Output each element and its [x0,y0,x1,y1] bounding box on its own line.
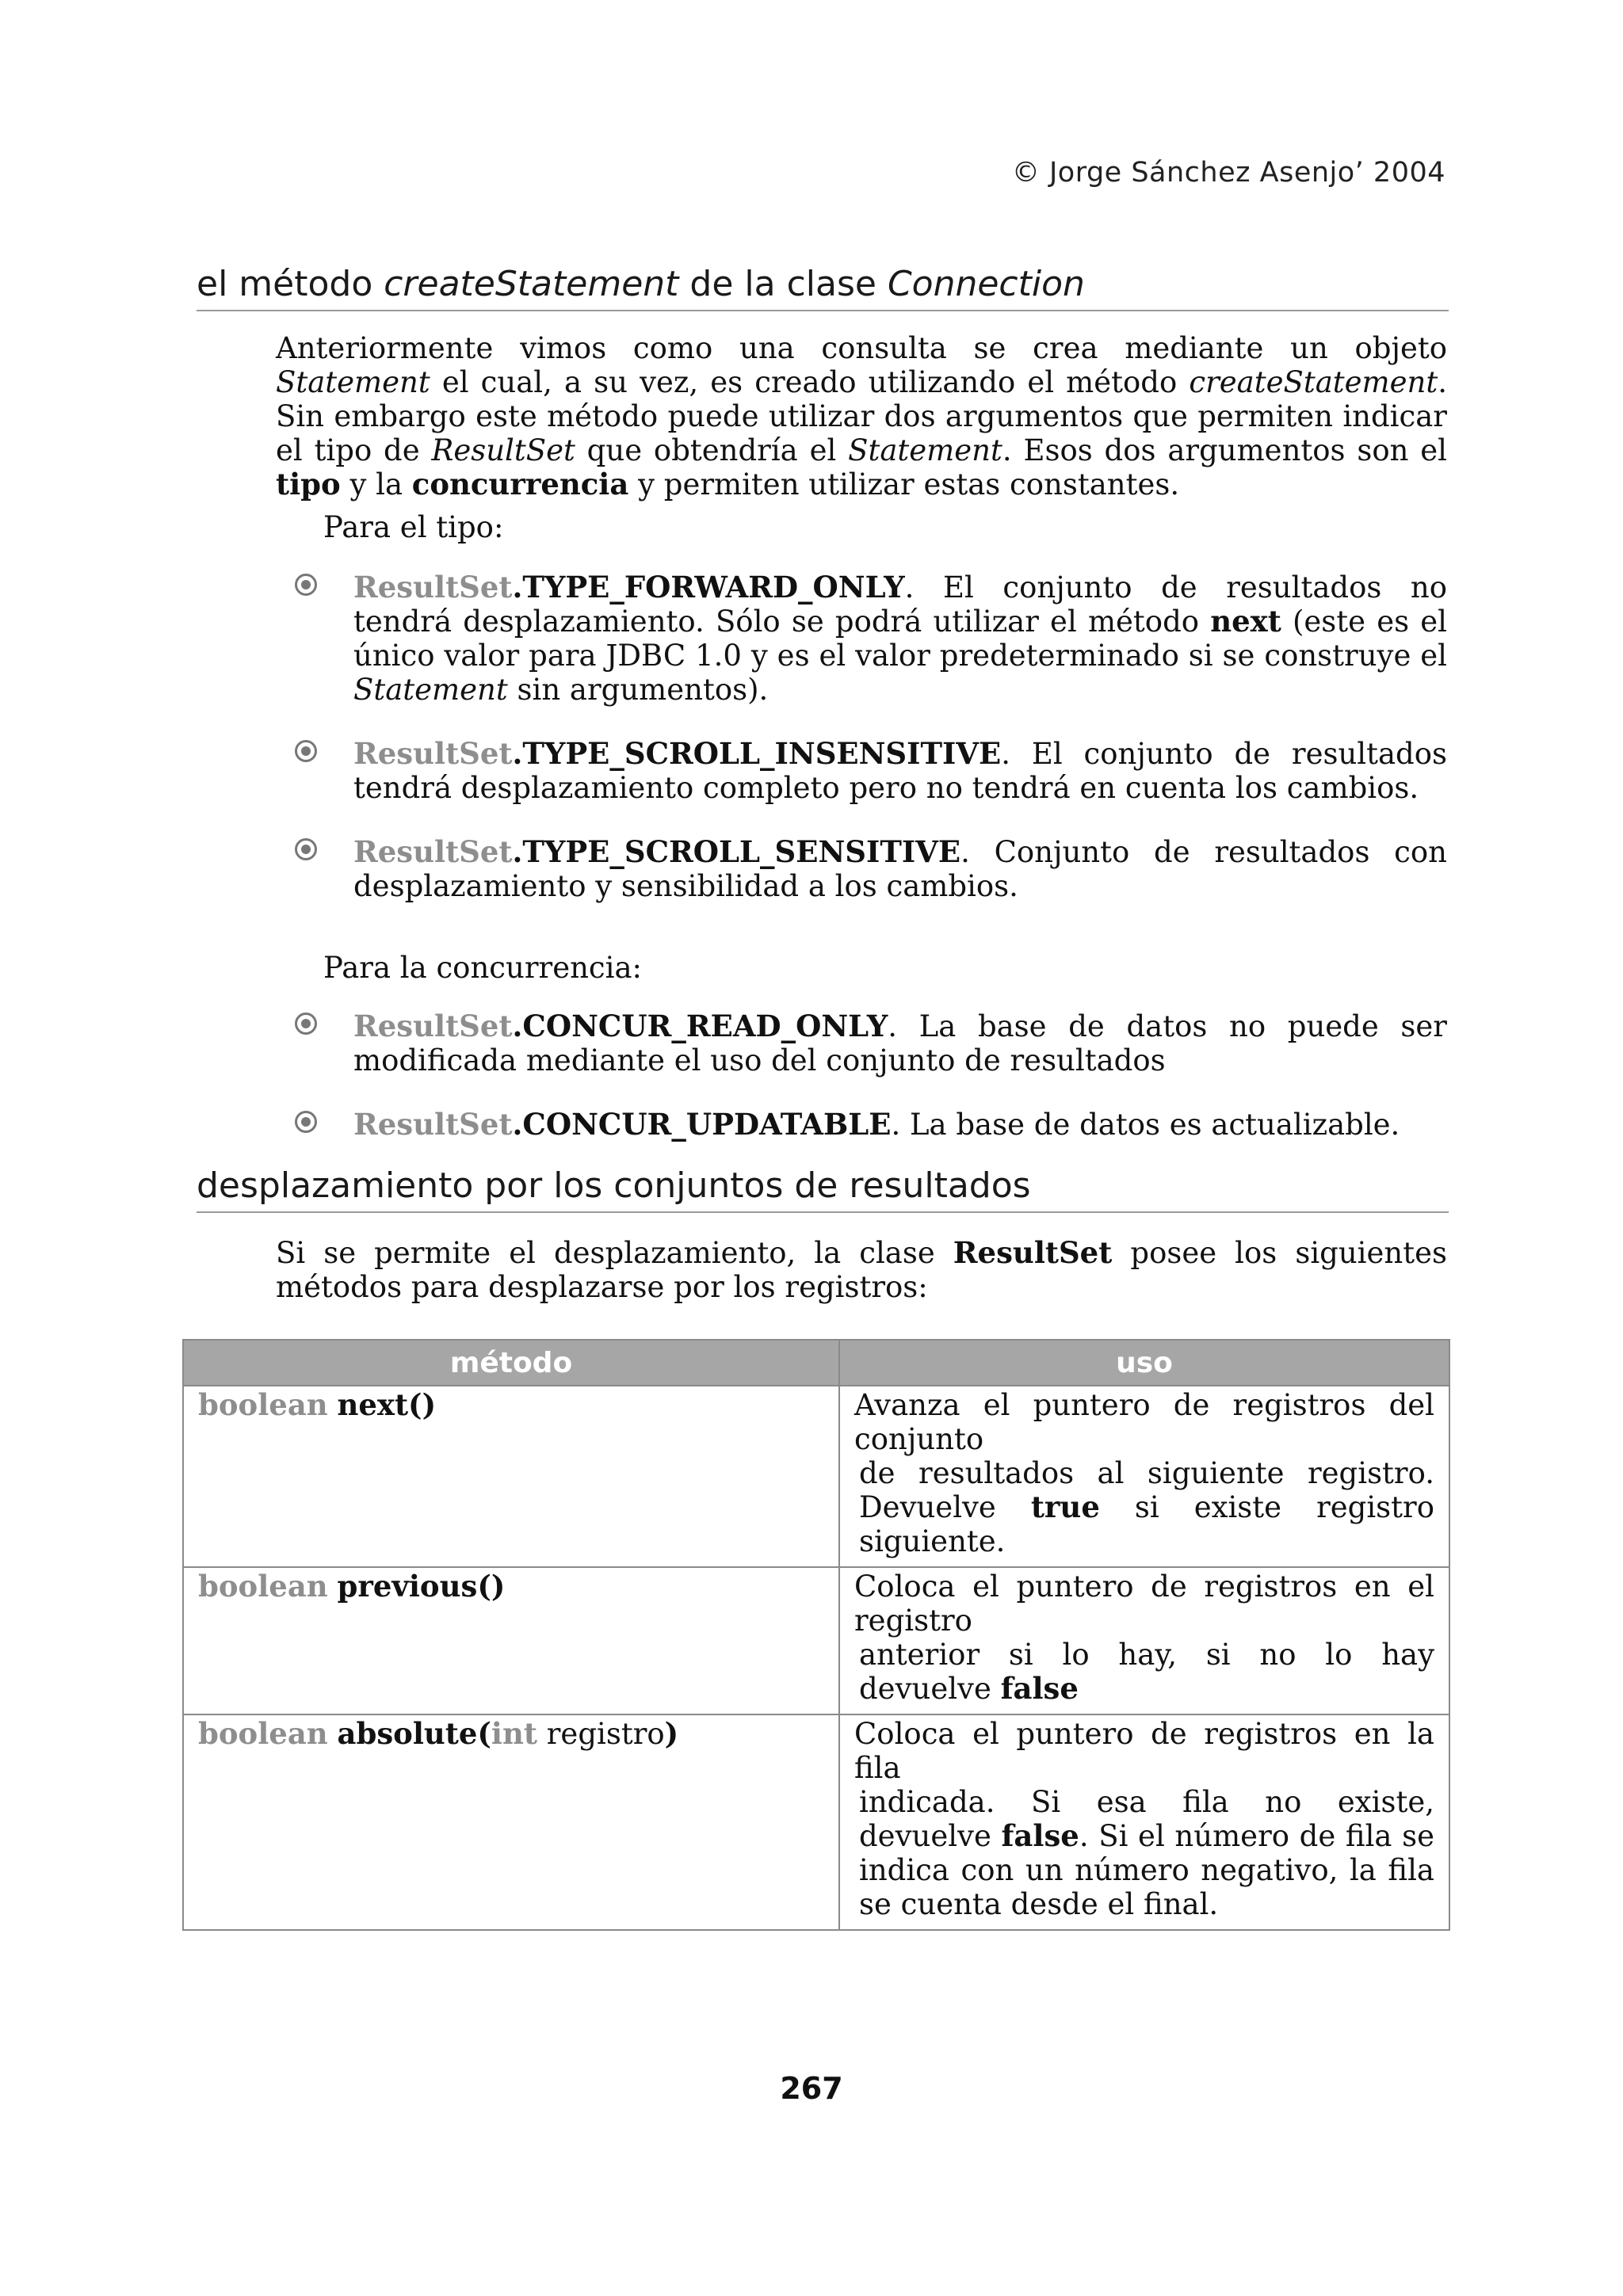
constant-name: .TYPE_SCROLL_SENSITIVE [512,834,961,869]
page-number: 267 [780,2071,843,2106]
bullet-icon [295,1111,317,1133]
return-type: boolean [198,1716,328,1751]
constant-name: .CONCUR_UPDATABLE [512,1107,892,1142]
return-value: false [1000,1671,1079,1706]
uso-text [854,1456,1434,1558]
constant-name: .TYPE_SCROLL_INSENSITIVE [512,736,1002,771]
text: . La base de datos no puede ser modificada mediante el uso del conjunto de resultados [353,1009,1447,1077]
text: . La base de datos es actualizable. [891,1108,1400,1142]
table-row [183,1386,1449,1567]
text: sin argumentos). [507,673,769,707]
class-prefix: ResultSet [353,1009,513,1043]
text: . Sin embargo este método puede utilizar dos argumentos que permiten indicar el tipo de [276,365,1447,467]
method-name: ) [664,1716,679,1751]
bullet-icon [295,838,317,860]
uso-text [854,1785,1434,1921]
text: . El conjunto de resultados no tendrá desplazamiento. Sólo se podrá utilizar el método [353,570,1447,639]
uso-cell [839,1386,1449,1567]
bullet-type-scroll-sensitive [353,835,1447,903]
text: posee los siguientes métodos para desplazarse por los registros: [276,1236,1447,1304]
statement-term: Statement [848,433,1002,467]
intro-paragraph [276,331,1447,502]
method-name: next() [337,1387,437,1422]
bullet-icon [295,740,317,762]
return-type: boolean [198,1569,328,1604]
concurrencia-term: concurrencia [411,467,629,502]
heading-text: de la clase [678,264,888,304]
methods-table [182,1339,1450,1931]
text: . Conjunto de resultados con desplazamiento y sensibilidad a los cambios. [353,835,1447,903]
text: Anteriormente vimos como una consulta se crea mediante un objeto [276,331,1447,365]
bullet-type-scroll-insensitive [353,737,1447,805]
return-value: true [1030,1489,1100,1524]
text: si existe registro siguiente. [859,1490,1434,1558]
constant-name: .TYPE_FORWARD_ONLY [512,570,905,605]
scrolling-intro-paragraph [276,1236,1447,1304]
bullet-type-forward-only [353,570,1447,707]
uso-cell [839,1567,1449,1714]
text: de resultados al siguiente registro. Devuelve [859,1456,1434,1524]
return-value: false [1001,1818,1079,1853]
statement-term: Statement [276,365,430,399]
text: que obtendría el [575,433,849,467]
heading-class: Connection [887,264,1085,304]
class-prefix: ResultSet [353,834,513,869]
tipo-term: tipo [276,467,341,502]
bullet-icon [295,574,317,596]
text: indicada. Si esa fila no existe, devuelve [859,1785,1434,1853]
heading-method: createStatement [384,264,679,304]
table-header-row [183,1340,1449,1386]
create-statement-term: createStatement [1189,365,1438,399]
column-header-uso: uso [839,1340,1449,1386]
bullet-icon [295,1013,317,1035]
copyright-header: © Jorge Sánchez Asenjo’ 2004 [1011,157,1445,189]
section-heading-scrolling: desplazamiento por los conjuntos de resultados [197,1166,1449,1213]
text: . Si el número de fila se indica con un número negativo, la fila se cuenta desde el final. [859,1819,1434,1921]
text: . Esos dos argumentos son el [1002,433,1448,467]
text: y permiten utilizar estas constantes. [628,467,1180,502]
resultset-term: ResultSet [953,1235,1113,1270]
class-prefix: ResultSet [353,736,513,771]
param-type: int [491,1716,537,1751]
uso-text: Coloca el puntero de registros en la fila [854,1717,1434,1785]
next-term: next [1210,604,1281,639]
concurrencia-label: Para la concurrencia: [323,951,643,985]
text: Si se permite el desplazamiento, la clase [276,1236,953,1270]
bullet-concur-read-only [353,1009,1447,1077]
tipo-label: Para el tipo: [323,510,504,544]
statement-term: Statement [353,673,508,707]
bullet-concur-updatable [353,1108,1447,1142]
class-prefix: ResultSet [353,570,513,605]
column-header-method: método [183,1340,839,1386]
text: el cual, a su vez, es creado utilizando el método [430,365,1190,399]
constant-name: .CONCUR_READ_ONLY [512,1009,888,1043]
resultset-term: ResultSet [431,433,575,467]
text: . El conjunto de resultados tendrá desplazamiento completo pero no tendrá en cuenta los cambios. [353,737,1447,805]
uso-cell [839,1714,1449,1930]
text: y la [340,467,412,502]
method-cell [183,1567,839,1714]
uso-text [854,1638,1434,1706]
method-name: absolute( [337,1716,491,1751]
table-row [183,1714,1449,1930]
param-name: registro [537,1717,665,1751]
uso-text: Coloca el puntero de registros en el registro [854,1569,1434,1638]
uso-text: Avanza el puntero de registros del conjunto [854,1388,1434,1456]
method-name: previous() [337,1569,506,1604]
text: (este es el único valor para JDBC 1.0 y es el valor predeterminado si se construye el [353,605,1448,673]
heading-text: el método [197,264,384,304]
method-cell [183,1386,839,1567]
method-cell [183,1714,839,1930]
table-row [183,1567,1449,1714]
class-prefix: ResultSet [353,1107,513,1142]
section-heading-create-statement [197,265,1449,311]
text: anterior si lo hay, si no lo hay devuelve [859,1638,1434,1706]
return-type: boolean [198,1387,328,1422]
